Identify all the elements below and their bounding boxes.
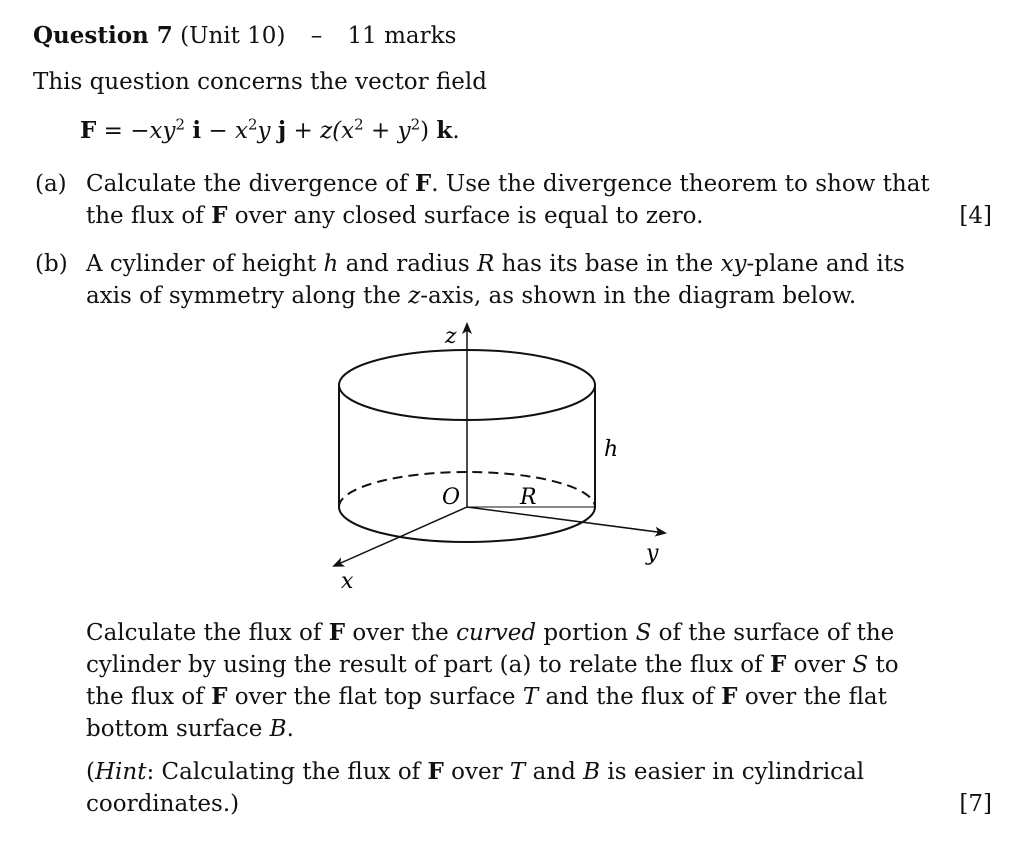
radius-label: R (520, 485, 537, 510)
part-b-marks: [7] (959, 791, 992, 817)
part-b-line-2: axis of symmetry along the z-axis, as shown in the diagram below. (86, 283, 857, 309)
header-dash: – (310, 23, 323, 49)
part-b-para-line-2: cylinder by using the result of part (a) to relate the flux of F over S to (86, 651, 899, 678)
part-b-para-line-3: the flux of F over the flat top surface T and the flux of F over the flat (86, 683, 887, 710)
hint-line-2: coordinates.) (86, 791, 240, 817)
x-axis (334, 507, 467, 566)
total-marks: 11 marks (347, 23, 457, 49)
hint-line-1: (Hint: Calculating the flux of F over T and B is easier in cylindrical (86, 758, 865, 785)
origin-label: O (442, 485, 461, 510)
part-a-line-2: the flux of F over any closed surface is equal to zero. (86, 202, 704, 229)
part-b-line-1: A cylinder of height h and radius R has its base in the xy-plane and its (86, 251, 905, 277)
part-a-label: (a) (35, 171, 67, 197)
part-a-marks: [4] (959, 203, 992, 229)
y-axis-label: y (646, 541, 659, 566)
x-axis-label: x (341, 569, 354, 594)
height-label: h (604, 437, 619, 462)
part-b-para-line-1: Calculate the flux of F over the curved portion S of the surface of the (86, 619, 895, 646)
part-a-line-1: Calculate the divergence of F. Use the divergence theorem to show that (86, 170, 930, 197)
part-b-label: (b) (35, 251, 68, 277)
z-axis-label: z (445, 324, 457, 349)
unit-label: (Unit 10) (180, 23, 286, 49)
question-label: Question 7 (33, 22, 173, 49)
cylinder-bottom-front (339, 507, 595, 542)
intro-text: This question concerns the vector field (33, 69, 487, 95)
vector-field-formula: $F = -xy^2$ $i - x^2y$ $j + z(x^2 + y^2)$ k. (80, 115, 460, 144)
part-b-para-line-4: bottom surface B. (86, 716, 294, 742)
